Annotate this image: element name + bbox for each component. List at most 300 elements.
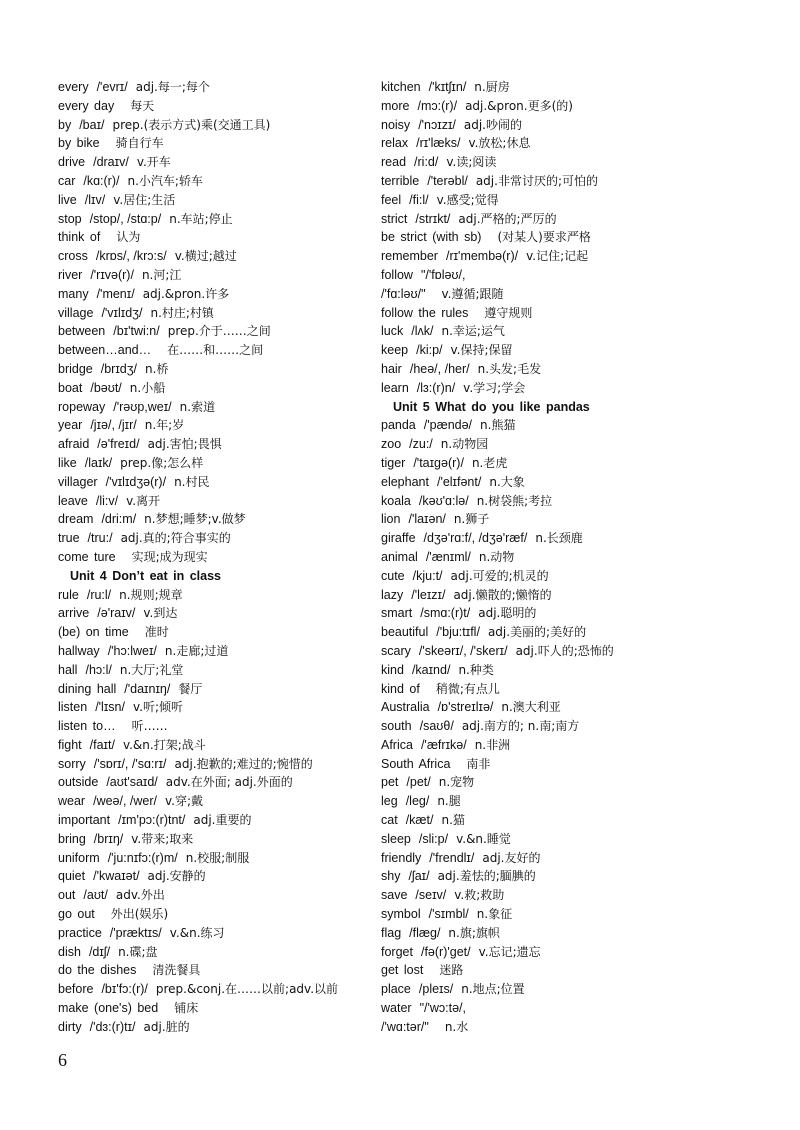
- vocab-phonetic: /jɪə/, /jɪr/: [90, 418, 137, 433]
- vocab-word: noisy: [381, 117, 411, 132]
- vocab-phonetic: /dɪʃ/: [88, 944, 111, 959]
- unit-title: Unit 4 Don’t eat in class: [70, 568, 222, 583]
- vocab-word: true: [58, 531, 80, 546]
- vocab-entry: [381, 266, 781, 285]
- vocab-entry: [58, 586, 378, 605]
- vocab-meaning: v.学习;学会: [463, 380, 526, 395]
- vocab-meaning: prep.&conj.在……以前;adv.以前: [155, 982, 339, 997]
- vocab-entry: [58, 529, 378, 548]
- vocab-meaning: v.遵循;跟随: [441, 286, 504, 301]
- vocab-entry: [58, 680, 378, 699]
- vocab-phonetic: /kɑ:(r)/: [83, 173, 120, 188]
- vocab-meaning: 在……和……之间: [167, 343, 264, 358]
- vocab-meaning: adj.&pron.许多: [142, 286, 230, 301]
- vocab-meaning: adj.南方的; n.南;南方: [461, 719, 580, 734]
- vocab-meaning: v.穿;戴: [165, 794, 204, 809]
- vocab-meaning: n.校服;制服: [185, 850, 250, 865]
- vocab-entry: [381, 567, 781, 586]
- vocab-entry: [58, 755, 378, 774]
- vocab-entry: [58, 548, 378, 567]
- vocab-phonetic: /kəʊ'ɑ:lə/: [418, 493, 469, 508]
- vocab-word: listen to…: [58, 719, 116, 734]
- vocab-word: animal: [381, 549, 418, 564]
- vocab-entry: [381, 492, 781, 511]
- vocab-entry: [381, 191, 781, 210]
- vocab-phonetic: /baɪ/: [79, 117, 105, 132]
- vocab-phonetic: /'præktɪs/: [109, 925, 162, 940]
- vocab-meaning: v.离开: [126, 493, 161, 508]
- vocab-word: by bike: [58, 136, 100, 151]
- vocab-entry: [58, 322, 378, 341]
- vocab-meaning: v.&n.打架;战斗: [122, 737, 206, 752]
- vocab-entry: [381, 228, 781, 247]
- vocab-entry: [381, 642, 781, 661]
- vocab-word: keep: [381, 343, 409, 358]
- vocab-entry: [58, 830, 378, 849]
- vocab-phonetic: /sli:p/: [418, 831, 449, 846]
- vocab-entry: [381, 172, 781, 191]
- vocab-entry: [381, 961, 781, 980]
- vocab-entry: [381, 736, 781, 755]
- vocab-word: south: [381, 719, 412, 734]
- vocab-entry: [381, 830, 781, 849]
- vocab-entry: [381, 1018, 781, 1037]
- vocab-meaning: adj.抱歉的;难过的;惋惜的: [174, 756, 313, 771]
- vocab-entry: [58, 210, 378, 229]
- vocab-phonetic: /aʊt/: [83, 888, 108, 903]
- vocab-meaning: adj.吓人的;恐怖的: [515, 643, 614, 658]
- vocab-word: be strict (with sb): [381, 230, 482, 245]
- vocab-entry: [381, 586, 781, 605]
- vocab-word: friendly: [381, 850, 422, 865]
- vocab-meaning: adj.聪明的: [478, 606, 537, 621]
- vocab-entry: [58, 435, 378, 454]
- vocab-phonetic: /'taɪgə(r)/: [413, 455, 464, 470]
- vocab-word: cat: [381, 813, 398, 828]
- vocab-meaning: n.梦想;睡梦;v.做梦: [144, 512, 246, 527]
- vocab-meaning: adj.重要的: [193, 813, 252, 828]
- vocab-phonetic: /bəʊt/: [90, 380, 122, 395]
- vocab-word: koala: [381, 493, 411, 508]
- vocab-phonetic: /rɪ'membə(r)/: [445, 249, 519, 264]
- vocab-meaning: 迷路: [439, 963, 464, 978]
- vocab-entry: [58, 398, 378, 417]
- vocab-phonetic: /dri:m/: [101, 512, 137, 527]
- vocab-meaning: adj.懒散的;懒惰的: [453, 587, 552, 602]
- vocab-word: many: [58, 286, 89, 301]
- vocab-entry: [381, 924, 781, 943]
- vocab-phonetic: /laɪk/: [84, 455, 113, 470]
- vocab-meaning: adj.吵闹的: [463, 117, 522, 132]
- vocab-word: /'wɑ:tər/": [381, 1019, 429, 1034]
- vocab-word: like: [58, 455, 77, 470]
- vocab-word: dirty: [58, 1019, 82, 1034]
- vocab-word: kitchen: [381, 80, 421, 94]
- vocab-meaning: n.地点;位置: [461, 982, 525, 997]
- vocab-word: flag: [381, 925, 402, 940]
- vocab-entry: [381, 210, 781, 229]
- page-number: 6: [58, 1050, 67, 1070]
- vocab-meaning: 餐厅: [178, 681, 203, 696]
- vocab-word: shy: [381, 869, 401, 884]
- vocab-phonetic: /pet/: [406, 775, 431, 790]
- vocab-phonetic: /'rəʊp,weɪ/: [113, 399, 172, 414]
- vocab-phonetic: /mɔ:(r)/: [417, 98, 458, 113]
- vocab-word: panda: [381, 418, 416, 433]
- vocab-entry: [381, 999, 781, 1018]
- vocab-phonetic: /tru:/: [87, 531, 113, 546]
- vocab-word: tiger: [381, 455, 406, 470]
- vocab-entry: [381, 661, 781, 680]
- vocab-meaning: n.旗;旗帜: [448, 925, 500, 940]
- vocab-word: dining hall: [58, 681, 117, 696]
- vocab-word: follow: [381, 267, 413, 282]
- vocab-phonetic: /strɪkt/: [415, 211, 451, 226]
- vocab-entry: [381, 548, 781, 567]
- vocab-meaning: 铺床: [174, 1001, 199, 1016]
- vocab-word: bring: [58, 831, 86, 846]
- vocab-phonetic: /'frendlɪ/: [429, 850, 475, 865]
- vocab-phonetic: /ə'freɪd/: [97, 437, 140, 452]
- vocab-entry: [381, 867, 781, 886]
- vocab-phonetic: /'æfrɪkə/: [420, 737, 467, 752]
- vocab-word: hall: [58, 662, 78, 677]
- vocab-entry: [381, 849, 781, 868]
- vocab-word: read: [381, 155, 407, 170]
- vocab-meaning: v.读;阅读: [446, 155, 497, 170]
- vocab-meaning: adj.可爱的;机灵的: [450, 568, 549, 583]
- vocab-entry: [58, 172, 378, 191]
- vocab-word: every day: [58, 98, 115, 113]
- vocab-meaning: n.象征: [476, 907, 513, 922]
- unit-heading: [381, 398, 781, 417]
- vocab-phonetic: /'sɒrɪ/, /'sɑ:rɪ/: [93, 756, 167, 771]
- vocab-meaning: v.开车: [136, 155, 171, 170]
- vocab-entry: [58, 905, 378, 924]
- vocab-word: go out: [58, 907, 95, 922]
- vocab-word: smart: [381, 606, 413, 621]
- vocab-word: cute: [381, 568, 405, 583]
- vocab-entry: [381, 886, 781, 905]
- vocab-entry: [381, 285, 781, 304]
- vocab-meaning: n.宠物: [438, 775, 475, 790]
- vocab-word: /'fɑ:ləʊ/": [381, 286, 426, 301]
- vocab-phonetic: /lɪv/: [84, 192, 106, 207]
- vocab-phonetic: /li:v/: [95, 493, 119, 508]
- vocab-entry: [381, 755, 781, 774]
- vocab-meaning: n.河;江: [141, 267, 182, 282]
- vocab-entry: [381, 773, 781, 792]
- vocab-entry: [381, 529, 781, 548]
- vocab-entry: [58, 285, 378, 304]
- vocab-entry: [58, 849, 378, 868]
- vocab-phonetic: /heə/, /her/: [409, 361, 470, 376]
- vocab-phonetic: /ki:p/: [416, 343, 443, 358]
- vocab-word: boat: [58, 380, 83, 395]
- vocab-entry: [58, 416, 378, 435]
- vocab-word: Africa: [381, 737, 413, 752]
- vocab-meaning: adj.美丽的;美好的: [487, 625, 587, 640]
- vocab-word: think of: [58, 230, 101, 245]
- vocab-phonetic: /'daɪnɪŋ/: [124, 681, 171, 696]
- vocab-entry: [381, 78, 781, 97]
- vocab-word: wear: [58, 794, 86, 809]
- vocab-meaning: n.猫: [441, 813, 465, 828]
- vocab-word: giraffe: [381, 531, 416, 546]
- vocab-phonetic: /leg/: [405, 794, 430, 809]
- vocab-entry: [381, 153, 781, 172]
- vocab-entry: [58, 717, 378, 736]
- vocab-phonetic: /saʊθ/: [419, 719, 454, 734]
- vocab-word: between: [58, 324, 106, 339]
- vocab-phonetic: /brɪŋ/: [93, 831, 124, 846]
- vocab-meaning: prep.介于……之间: [167, 324, 271, 339]
- vocab-entry: [381, 360, 781, 379]
- vocab-meaning: n.大象: [489, 474, 525, 489]
- vocab-phonetic: /'sɪmbl/: [428, 907, 469, 922]
- vocab-entry: [58, 867, 378, 886]
- vocab-entry: [381, 247, 781, 266]
- vocab-entry: [58, 1018, 378, 1037]
- vocab-word: every: [58, 80, 89, 94]
- vocab-phonetic: /'dɜ:(r)tɪ/: [89, 1019, 136, 1034]
- vocab-word: uniform: [58, 850, 100, 865]
- vocab-meaning: v.横过;越过: [174, 249, 237, 264]
- vocab-word: live: [58, 192, 77, 207]
- vocab-word: important: [58, 813, 111, 828]
- vocab-meaning: n.种类: [458, 662, 494, 677]
- vocab-entry: [58, 736, 378, 755]
- vocab-phonetic: /brɪdʒ/: [100, 361, 138, 376]
- vocab-word: village: [58, 305, 94, 320]
- vocab-meaning: v.保持;保留: [450, 343, 513, 358]
- vocab-entry: [58, 698, 378, 717]
- vocab-entry: [58, 228, 378, 247]
- vocab-word: sleep: [381, 831, 411, 846]
- vocab-entry: [58, 661, 378, 680]
- vocab-word: dream: [58, 512, 94, 527]
- vocab-phonetic: /faɪt/: [89, 737, 115, 752]
- vocab-phonetic: /ə'raɪv/: [97, 606, 136, 621]
- vocab-entry: [381, 943, 781, 962]
- vocab-entry: [381, 623, 781, 642]
- vocab-phonetic: /'laɪən/: [408, 512, 446, 527]
- vocab-meaning: n.长颈鹿: [535, 531, 583, 546]
- vocab-word: hair: [381, 361, 402, 376]
- vocab-phonetic: /weə/, /wer/: [93, 794, 158, 809]
- vocab-phonetic: /flæg/: [409, 925, 441, 940]
- vocab-meaning: 稍微;有点儿: [435, 681, 500, 696]
- vocab-meaning: adj.脏的: [143, 1019, 190, 1034]
- vocab-meaning: adj.&pron.更多(的): [465, 98, 573, 113]
- vocab-entry: [58, 247, 378, 266]
- vocab-meaning: v.到达: [143, 606, 178, 621]
- vocab-word: car: [58, 173, 76, 188]
- vocab-entry: [58, 153, 378, 172]
- vocab-word: leg: [381, 794, 398, 809]
- vocab-entry: [381, 698, 781, 717]
- vocab-entry: [381, 379, 781, 398]
- vocab-word: kind: [381, 662, 404, 677]
- vocab-meaning: v.救;救助: [454, 888, 505, 903]
- vocab-entry: [381, 435, 781, 454]
- vocab-entry: [381, 811, 781, 830]
- vocab-entry: [381, 604, 781, 623]
- vocab-word: year: [58, 418, 83, 433]
- vocab-entry: [58, 454, 378, 473]
- vocab-phonetic: /'evrɪ/: [96, 80, 128, 94]
- vocab-entry: [58, 773, 378, 792]
- vocab-meaning: 认为: [116, 230, 141, 245]
- vocab-word: follow the rules: [381, 305, 469, 320]
- vocab-meaning: 南非: [466, 756, 491, 771]
- vocab-entry: [381, 304, 781, 323]
- vocab-phonetic: "/'fɒləʊ/,: [420, 267, 466, 282]
- vocab-entry: [58, 473, 378, 492]
- vocab-word: beautiful: [381, 625, 429, 640]
- vocab-entry: [58, 811, 378, 830]
- vocab-phonetic: /ri:d/: [414, 155, 439, 170]
- vocab-entry: [381, 97, 781, 116]
- vocab-meaning: v.居住;生活: [113, 192, 176, 207]
- vocab-entry: [58, 134, 378, 153]
- unit-heading: [58, 567, 378, 586]
- vocab-phonetic: /'terəbl/: [427, 173, 468, 188]
- vocab-meaning: n.小船: [129, 380, 166, 395]
- vocab-entry: [58, 943, 378, 962]
- vocab-meaning: n.动物园: [440, 437, 489, 452]
- vocab-phonetic: /lɜ:(r)n/: [416, 380, 456, 395]
- vocab-meaning: n.树袋熊;考拉: [476, 493, 553, 508]
- vocab-meaning: adv.外出: [115, 888, 165, 903]
- vocab-meaning: 听……: [131, 719, 168, 734]
- vocab-phonetic: /'kwaɪət/: [93, 869, 140, 884]
- unit-title: Unit 5 What do you like pandas: [393, 399, 590, 414]
- vocab-meaning: n.规则;规章: [119, 587, 183, 602]
- vocab-phonetic: /aʊt'saɪd/: [106, 775, 158, 790]
- vocab-meaning: n.老虎: [471, 455, 508, 470]
- vocab-phonetic: /kju:t/: [412, 568, 443, 583]
- vocab-phonetic: /dʒə'rɑ:f/, /dʒə'ræf/: [423, 531, 528, 546]
- vocab-entry: [58, 980, 378, 999]
- vocab-meaning: n.熊猫: [480, 418, 516, 433]
- vocab-entry: [58, 266, 378, 285]
- vocab-word: strict: [381, 211, 408, 226]
- vocab-phonetic: /seɪv/: [415, 888, 447, 903]
- vocab-meaning: n.幸运;运气: [441, 324, 505, 339]
- vocab-phonetic: /kæt/: [405, 813, 434, 828]
- vocab-word: (be) on time: [58, 625, 129, 640]
- vocab-phonetic: /'menɪ/: [96, 286, 135, 301]
- vocab-entry: [58, 792, 378, 811]
- vocab-meaning: v.记住;记起: [526, 249, 589, 264]
- vocab-word: lazy: [381, 587, 404, 602]
- vocab-word: learn: [381, 380, 409, 395]
- vocab-word: bridge: [58, 361, 93, 376]
- vocab-word: get lost: [381, 963, 424, 978]
- vocab-meaning: 清洗餐具: [152, 963, 201, 978]
- vocab-word: zoo: [381, 437, 402, 452]
- vocab-word: luck: [381, 324, 404, 339]
- vocab-meaning: n.厨房: [474, 80, 510, 94]
- vocab-entry: [58, 360, 378, 379]
- vocab-meaning: adj.严格的;严厉的: [458, 211, 557, 226]
- vocab-meaning: adv.在外面; adj.外面的: [165, 775, 293, 790]
- vocab-word: stop: [58, 211, 82, 226]
- vocab-phonetic: /ɒ'streɪlɪə/: [437, 700, 494, 715]
- vocab-entry: [381, 680, 781, 699]
- vocab-phonetic: /'pændə/: [423, 418, 473, 433]
- vocab-meaning: v.带来;取来: [131, 831, 194, 846]
- vocab-word: more: [381, 98, 410, 113]
- vocab-phonetic: /ɪm'pɔ:(r)tnt/: [118, 813, 186, 828]
- vocab-phonetic: /lʌk/: [411, 324, 434, 339]
- vocab-word: remember: [381, 249, 438, 264]
- vocab-word: Australia: [381, 700, 430, 715]
- vocab-meaning: 实现;成为现实: [131, 549, 208, 564]
- vocab-entry: [58, 924, 378, 943]
- vocab-meaning: (对某人)要求严格: [497, 230, 591, 245]
- vocab-word: elephant: [381, 474, 429, 489]
- vocab-meaning: adj.友好的: [482, 850, 541, 865]
- vocab-word: rule: [58, 587, 79, 602]
- vocab-meaning: n.水: [444, 1019, 469, 1034]
- vocab-meaning: 准时: [144, 625, 169, 640]
- vocab-word: ropeway: [58, 399, 106, 414]
- vocab-meaning: 骑自行车: [115, 136, 164, 151]
- vocab-phonetic: /draɪv/: [93, 155, 129, 170]
- vocab-word: relax: [381, 136, 409, 151]
- vocab-entry: [58, 961, 378, 980]
- vocab-entry: [381, 454, 781, 473]
- vocab-meaning: n.村民: [174, 474, 210, 489]
- vocab-entry: [381, 341, 781, 360]
- vocab-phonetic: /'leɪzɪ/: [411, 587, 446, 602]
- vocab-phonetic: /hɔ:l/: [85, 662, 112, 677]
- vocab-entry: [381, 134, 781, 153]
- vocab-word: arrive: [58, 606, 90, 621]
- vocab-meaning: prep.(表示方式)乘(交通工具): [112, 117, 271, 132]
- vocab-meaning: v.&n.练习: [169, 925, 225, 940]
- vocab-meaning: n.动物: [478, 549, 515, 564]
- vocab-word: terrible: [381, 173, 420, 188]
- vocab-word: practice: [58, 925, 102, 940]
- vocab-entry: [58, 116, 378, 135]
- vocab-meaning: v.感受;觉得: [436, 192, 499, 207]
- vocab-entry: [381, 473, 781, 492]
- vocab-phonetic: /'kɪtʃɪn/: [428, 80, 467, 94]
- vocab-word: feel: [381, 192, 402, 207]
- vocab-phonetic: /fə(r)'get/: [420, 944, 471, 959]
- vocab-entry: [58, 604, 378, 623]
- vocab-word: afraid: [58, 437, 90, 452]
- vocab-word: scary: [381, 643, 411, 658]
- vocab-entry: [58, 492, 378, 511]
- vocab-meaning: 每天: [130, 98, 155, 113]
- vocab-phonetic: /bɪ'twi:n/: [113, 324, 160, 339]
- vocab-meaning: n.索道: [179, 399, 216, 414]
- vocab-phonetic: /'skeərɪ/, /'skerɪ/: [418, 643, 508, 658]
- vocab-phonetic: /bɪ'fɔ:(r)/: [101, 982, 148, 997]
- vocab-entry: [58, 97, 378, 116]
- vocab-word: pet: [381, 775, 399, 790]
- vocab-word: dish: [58, 944, 81, 959]
- vocab-word: sorry: [58, 756, 86, 771]
- vocab-word: outside: [58, 775, 99, 790]
- vocab-phonetic: /pleɪs/: [418, 982, 454, 997]
- vocab-entry: [58, 510, 378, 529]
- vocab-word: cross: [58, 249, 88, 264]
